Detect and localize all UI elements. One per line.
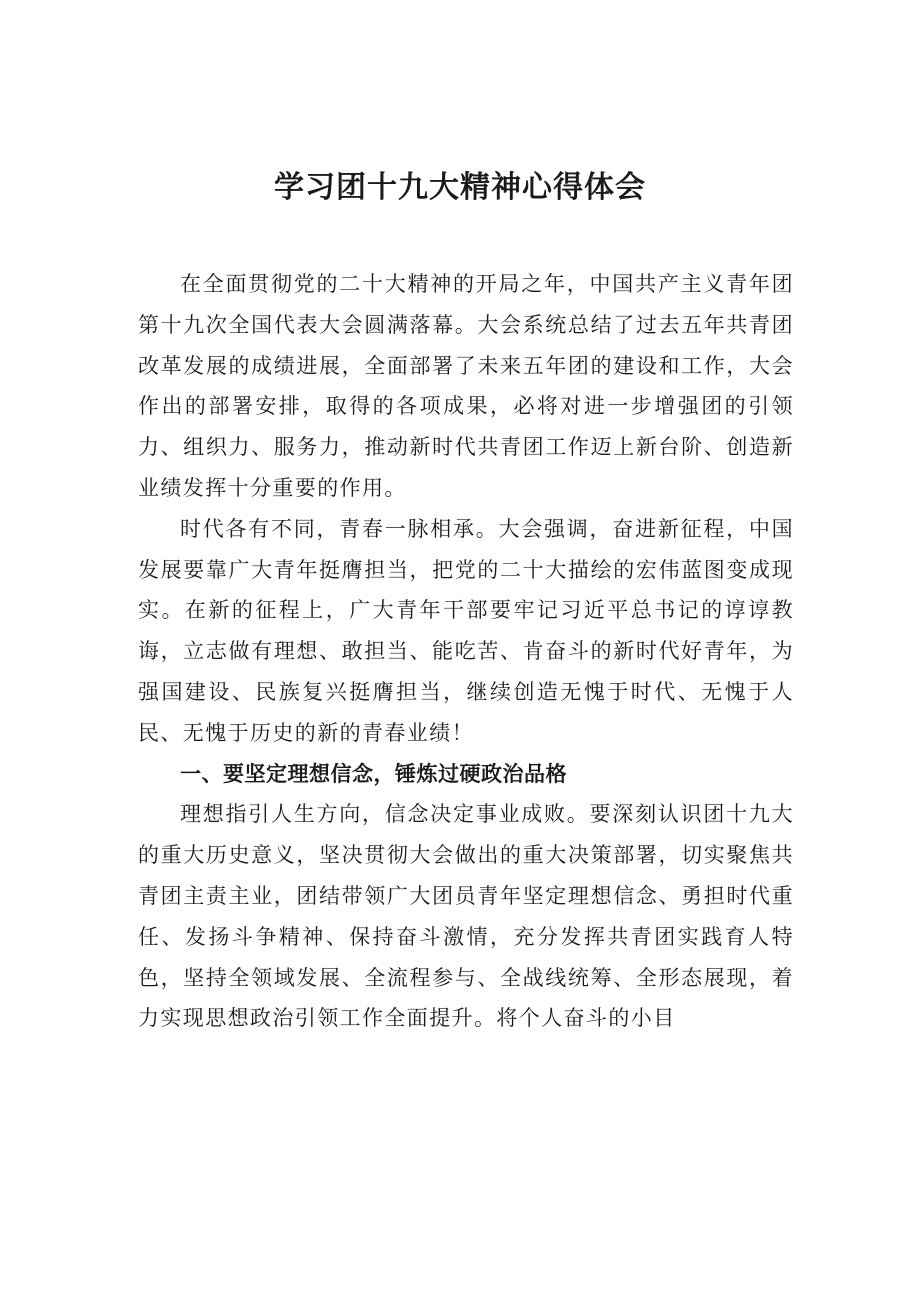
paragraph-ideals: 理想指引人生方向，信念决定事业成败。要深刻认识团十九大的重大历史意义，坚决贯彻大会做出的重大决策部署，切实聚焦共青团主责主业，团结带领广大团员青年坚定理想信念、勇担时代重任、发扬斗争精神、保持奋斗激情，充分发挥共青团实践育人特色，坚持全领域发展、全流程参与、全战线统筹、全形态展现，着力实现思想政治引领工作全面提升。将个人奋斗的小目 xyxy=(138,802,794,1031)
document-body xyxy=(138,264,794,1039)
paragraph-intro: 在全面贯彻党的二十大精神的开局之年，中国共产主义青年团第十九次全国代表大会圆满落幕。大会系统总结了过去五年共青团改革发展的成绩进展，全面部署了未来五年团的建设和工作，大会作出的部署安排，取得的各项成果，必将对进一步增强团的引领力、组织力、服务力，推动新时代共青团工作迈上新台阶、创造新业绩发挥十分重要的作用。 xyxy=(138,272,794,500)
paragraph-youth: 时代各有不同，青春一脉相承。大会强调，奋进新征程，中国发展要靠广大青年挺膺担当，把党的二十大描绘的宏伟蓝图变成现实。在新的征程上，广大青年干部要牢记习近平总书记的谆谆教诲，立志做有理想、敢担当、能吃苦、肯奋斗的新时代好青年，为强国建设、民族复兴挺膺担当，继续创造无愧于时代、无愧于人民、无愧于历史的新的青春业绩！ xyxy=(138,516,794,745)
document-title: 学习团十九大精神心得体会 xyxy=(274,170,646,205)
section-heading: 一、要坚定理想信念，锤炼过硬政治品格 xyxy=(180,761,567,786)
